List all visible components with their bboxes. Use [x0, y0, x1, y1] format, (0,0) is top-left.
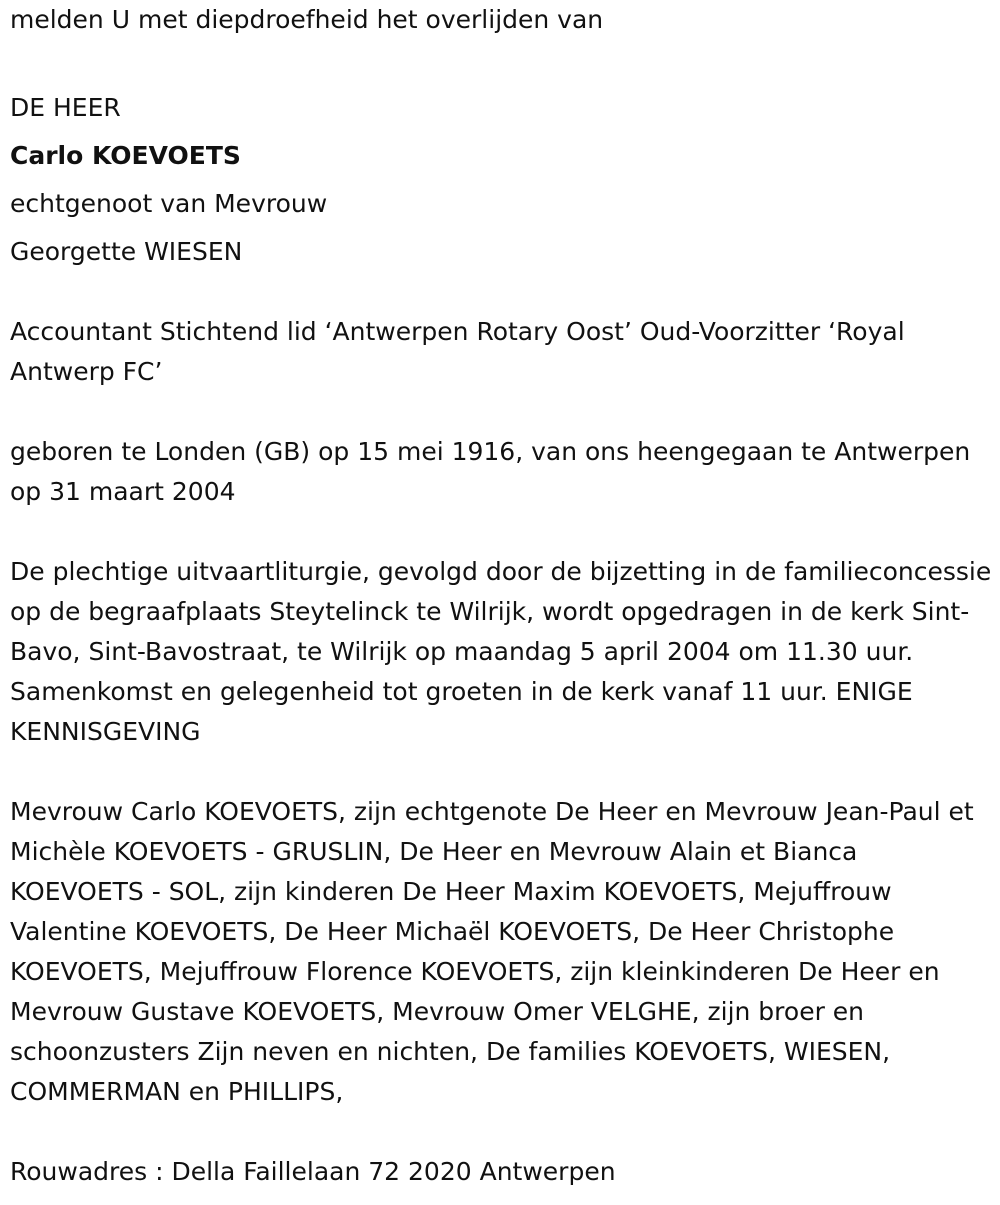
spouse-label: echtgenoot van Mevrouw: [10, 189, 328, 218]
spacer: [10, 392, 994, 432]
spacer: [10, 752, 994, 792]
deceased-name: Carlo KOEVOETS: [10, 141, 241, 170]
death-notice: [10, 0, 994, 1192]
spacer: [10, 80, 994, 88]
intro-text: melden U met diepdroefheid het overlijden van: [10, 5, 604, 34]
spacer: [10, 128, 994, 136]
spouse-name: Georgette WIESEN: [10, 237, 243, 266]
occupation-text: Accountant Stichtend lid ‘Antwerpen Rotary Oost’ Oud-Voorzitter ‘Royal Antwerp FC’: [10, 317, 905, 386]
spacer: [10, 176, 994, 184]
family-text: Mevrouw Carlo KOEVOETS, zijn echtgenote De Heer en Mevrouw Jean-Paul et Michèle KOEVOETS - GRUSLIN, De Heer en Mevrouw Alain et Bianca KOEVOETS - SOL, zijn kinderen De Heer Maxim KOEVOETS, Mejuffrouw Valentine KOEVOETS, De Heer Michaël KOEVOETS, De Heer Christophe KOEVOETS, Mejuffrouw Florence KOEVOETS, zijn kleinkinderen De Heer en Mevrouw Gustave KOEVOETS, Mevrouw Omer VELGHE, zijn broer en schoonzusters Zijn neven en nichten, De families KOEVOETS, WIESEN, COMMERMAN en PHILLIPS,: [10, 797, 974, 1106]
spacer: [10, 1112, 994, 1152]
spacer: [10, 40, 994, 80]
spacer: [10, 272, 994, 312]
honorific-title: DE HEER: [10, 93, 121, 122]
funeral-text: De plechtige uitvaartliturgie, gevolgd door de bijzetting in de familieconcessie op de begraafplaats Steytelinck te Wilrijk, wordt opgedragen in de kerk Sint-Bavo, Sint-Bavostraat, te Wilrijk op maandag 5 april 2004 om 11.30 uur. Samenkomst en gelegenheid tot groeten in de kerk vanaf 11 uur. ENIGE KENNISGEVING: [10, 557, 992, 746]
spacer: [10, 512, 994, 552]
birth-death-text: geboren te Londen (GB) op 15 mei 1916, van ons heengegaan te Antwerpen op 31 maart 2004: [10, 437, 971, 506]
spacer: [10, 224, 994, 232]
address-text: Rouwadres : Della Faillelaan 72 2020 Antwerpen: [10, 1157, 616, 1186]
